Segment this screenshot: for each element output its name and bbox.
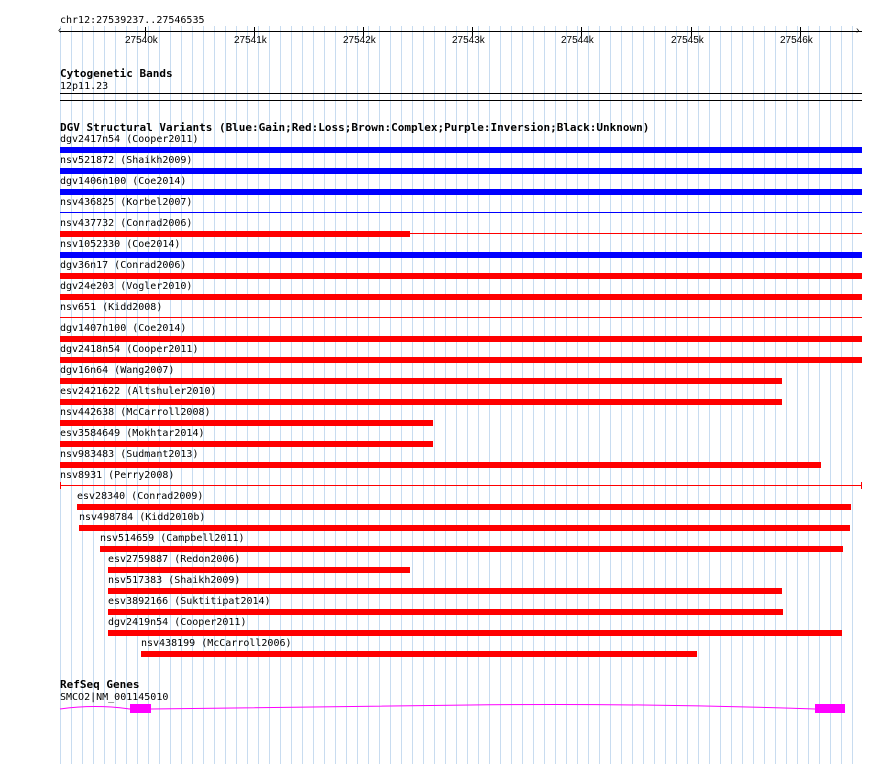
- gene-exon: [815, 704, 845, 713]
- ruler-arrow-right-icon: ›: [856, 25, 860, 36]
- gene-exon: [130, 704, 151, 713]
- variant-bar[interactable]: [108, 588, 782, 594]
- variant-bar[interactable]: [60, 147, 862, 153]
- variant-bar[interactable]: [60, 462, 821, 468]
- variant-bar[interactable]: [60, 485, 862, 486]
- variant-bar[interactable]: [60, 168, 862, 174]
- variant-label[interactable]: nsv498784 (Kidd2010b): [79, 512, 206, 523]
- ruler-tick-label: 27543k: [452, 35, 485, 46]
- variant-bar[interactable]: [100, 546, 843, 552]
- variant-bar[interactable]: [108, 630, 842, 636]
- variant-bar[interactable]: [60, 212, 862, 213]
- cyto-band-label: 12p11.23: [60, 81, 109, 92]
- variant-bar[interactable]: [108, 567, 410, 573]
- refseq-gene-model[interactable]: [0, 700, 890, 718]
- refseq-gene-label[interactable]: SMCO2|NM_001145010: [60, 692, 169, 703]
- variant-label[interactable]: nsv514659 (Campbell2011): [100, 533, 245, 544]
- variant-bar[interactable]: [60, 399, 782, 405]
- variant-bar[interactable]: [861, 482, 862, 489]
- ruler-tick-label: 27542k: [343, 35, 376, 46]
- variant-label[interactable]: dgv16n64 (Wang2007): [60, 365, 175, 376]
- variant-bar[interactable]: [60, 317, 862, 318]
- variant-label[interactable]: dgv36n17 (Conrad2006): [60, 260, 187, 271]
- ruler-tick-label: 27544k: [561, 35, 594, 46]
- variant-bar[interactable]: [60, 420, 433, 426]
- cyto-track-title[interactable]: Cytogenetic Bands: [60, 67, 173, 80]
- variant-bar[interactable]: [60, 357, 862, 363]
- variant-label[interactable]: nsv436825 (Korbel2007): [60, 197, 193, 208]
- variant-bar[interactable]: [60, 294, 862, 300]
- variant-label[interactable]: esv2421622 (Altshuler2010): [60, 386, 217, 397]
- variant-label[interactable]: esv3584649 (Mokhtar2014): [60, 428, 205, 439]
- gene-intron-line: [60, 705, 845, 710]
- variant-label[interactable]: nsv521872 (Shaikh2009): [60, 155, 193, 166]
- variant-label[interactable]: nsv983483 (Sudmant2013): [60, 449, 199, 460]
- cyto-band-top: [60, 93, 862, 94]
- variant-bar[interactable]: [77, 504, 851, 510]
- ruler-axis: [60, 31, 862, 32]
- refseq-track-title[interactable]: RefSeq Genes: [60, 678, 140, 691]
- variant-label[interactable]: nsv438199 (McCarroll2006): [141, 638, 292, 649]
- variant-bar[interactable]: [60, 273, 862, 279]
- variant-label[interactable]: dgv1407n100 (Coe2014): [60, 323, 187, 334]
- variant-label[interactable]: nsv1052330 (Coe2014): [60, 239, 181, 250]
- variant-label[interactable]: nsv442638 (McCarroll2008): [60, 407, 211, 418]
- variant-label[interactable]: esv28340 (Conrad2009): [77, 491, 204, 502]
- ruler-arrow-left-icon: ‹: [58, 25, 62, 36]
- ruler-title: chr12:27539237..27546535: [60, 15, 205, 26]
- variant-label[interactable]: esv3892166 (Suktitipat2014): [108, 596, 271, 607]
- variant-label[interactable]: dgv2419n54 (Cooper2011): [108, 617, 247, 628]
- ruler-tick-label: 27545k: [671, 35, 704, 46]
- variant-label[interactable]: nsv517383 (Shaikh2009): [108, 575, 241, 586]
- ruler-tick-label: 27546k: [780, 35, 813, 46]
- cyto-band-bottom: [60, 100, 862, 101]
- variant-label[interactable]: nsv651 (Kidd2008): [60, 302, 163, 313]
- variant-label[interactable]: dgv2417n54 (Cooper2011): [60, 134, 199, 145]
- variant-label[interactable]: nsv437732 (Conrad2006): [60, 218, 193, 229]
- variant-bar[interactable]: [60, 252, 862, 258]
- variant-bar[interactable]: [60, 482, 61, 489]
- variant-label[interactable]: dgv24e203 (Vogler2010): [60, 281, 193, 292]
- variant-bar[interactable]: [60, 231, 410, 237]
- variant-bar[interactable]: [410, 233, 862, 234]
- variant-bar[interactable]: [60, 336, 862, 342]
- variant-bar[interactable]: [108, 609, 783, 615]
- variant-bar[interactable]: [60, 189, 862, 195]
- variant-label[interactable]: nsv8931 (Perry2008): [60, 470, 175, 481]
- variant-bar[interactable]: [79, 525, 850, 531]
- variant-bar[interactable]: [141, 651, 697, 657]
- variant-label[interactable]: dgv1406n100 (Coe2014): [60, 176, 187, 187]
- variant-label[interactable]: dgv2418n54 (Cooper2011): [60, 344, 199, 355]
- dgv-track-title[interactable]: DGV Structural Variants (Blue:Gain;Red:Loss;Brown:Complex;Purple:Inversion;Black:Unknown): [60, 121, 650, 134]
- ruler-tick-label: 27540k: [125, 35, 158, 46]
- ruler-tick-label: 27541k: [234, 35, 267, 46]
- variant-label[interactable]: esv2759887 (Redon2006): [108, 554, 241, 565]
- variant-bar[interactable]: [60, 378, 782, 384]
- variant-bar[interactable]: [60, 441, 433, 447]
